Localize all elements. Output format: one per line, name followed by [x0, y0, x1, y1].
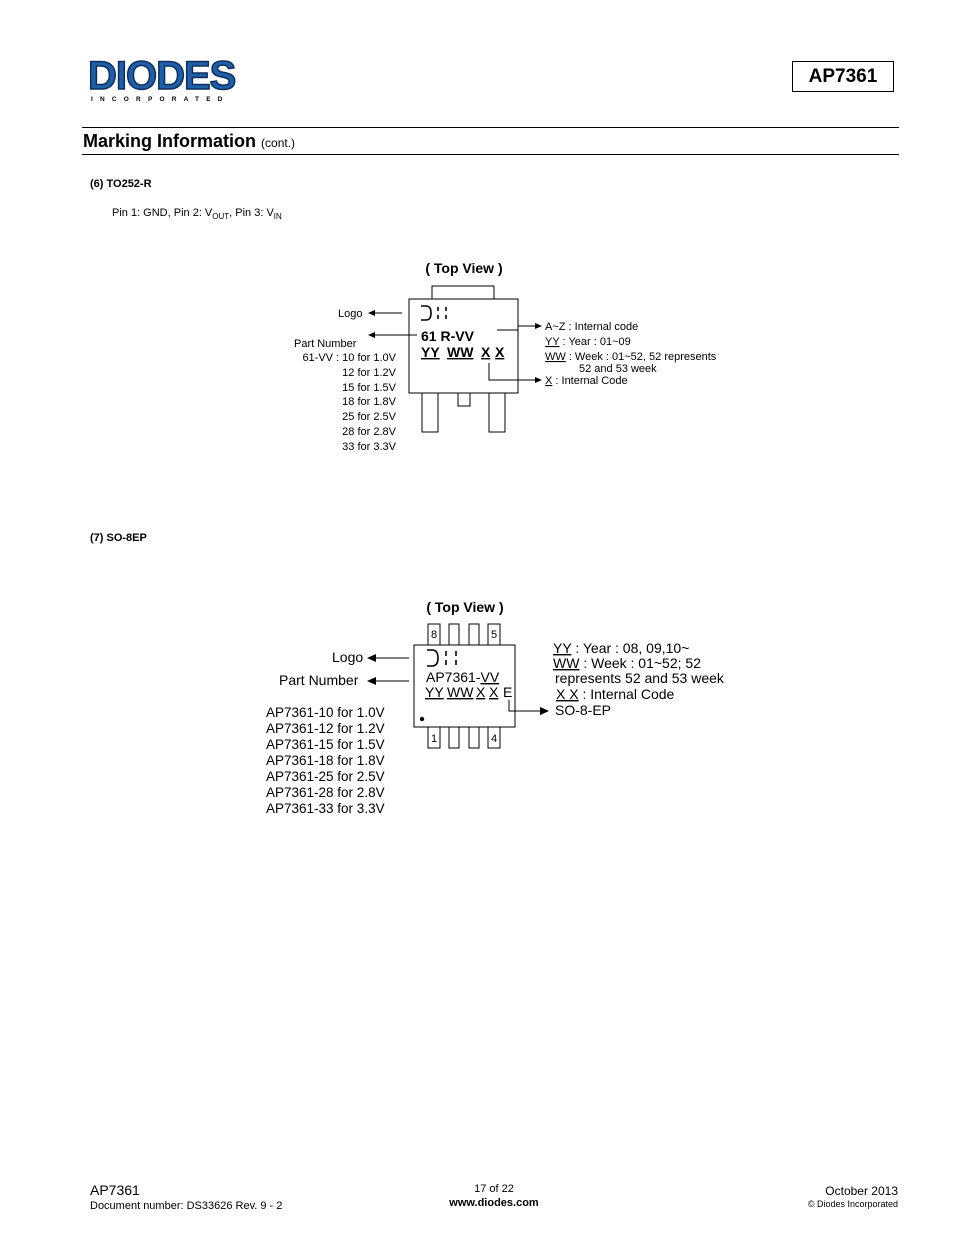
so8ep-legend	[553, 640, 725, 718]
to252-legend-ww-key: WW	[545, 351, 566, 363]
so8ep-marking-vv: VV	[480, 669, 500, 685]
pin-desc-part-2: , Pin 3: V	[229, 207, 274, 219]
section-title-text: Marking Information	[83, 131, 257, 151]
to252-variant: 28 for 2.8V	[342, 426, 396, 438]
to252-variants	[302, 352, 396, 453]
so8ep-legend-yy-key: YY	[553, 640, 572, 656]
so8ep-legend-yy	[553, 640, 689, 656]
so8ep-legend-yy-text: : Year : 08, 09,10~	[571, 640, 690, 656]
so8ep-variant: AP7361-10 for 1.0V	[266, 705, 385, 720]
footer-page-number: 17 of 22	[474, 1183, 514, 1195]
to252-marking-x1: X	[481, 344, 491, 360]
so8ep-legend-package: SO-8-EP	[555, 702, 612, 718]
to252-variant: 12 for 1.2V	[342, 367, 396, 379]
to252-legend-yy-key: YY	[545, 336, 560, 348]
so8ep-marking-e: E	[503, 684, 513, 700]
so8ep-legend-ww-text: : Week : 01~52; 52	[579, 655, 701, 671]
so8ep-heading: (7) SO-8EP	[90, 532, 147, 544]
to252-legend-ww	[545, 351, 717, 363]
so8ep-pin-7	[449, 624, 459, 645]
pin-desc-sub-in: IN	[273, 212, 282, 222]
so8ep-legend-xx-key: X X	[556, 686, 579, 702]
so8ep-pin1-dot	[420, 717, 424, 721]
so8ep-legend-ww-2: represents 52 and 53 week	[555, 670, 724, 686]
so8ep-pin-label-1: 1	[431, 733, 438, 745]
so8ep-variant: AP7361-25 for 2.5V	[266, 769, 385, 784]
so8ep-logo-label: Logo	[332, 649, 364, 665]
to252-variant: 25 for 2.5V	[342, 411, 396, 423]
so8ep-marking-ww: WW	[447, 684, 474, 700]
pin-desc-part-1: Pin 1: GND, Pin 2: V	[112, 207, 213, 219]
to252-legend-yy-text: : Year : 01~09	[559, 336, 631, 348]
so8ep-marking-x2: X	[489, 684, 499, 700]
footer-part-number: AP7361	[90, 1182, 140, 1198]
logo-text: DIODES	[88, 55, 236, 98]
so8ep-top-view: ( Top View )	[426, 599, 504, 615]
so8ep-legend-ww-key: WW	[553, 655, 580, 671]
header-part-number: AP7361	[792, 61, 894, 92]
to252-marking-line1: 61 R-VV	[421, 328, 474, 344]
to252-pin-1	[422, 393, 438, 432]
so8ep-marking-prefix: AP7361-	[426, 669, 481, 685]
to252-variant: 33 for 3.3V	[342, 441, 396, 453]
so8ep-diagram	[266, 599, 725, 816]
so8ep-variant: AP7361-18 for 1.8V	[266, 753, 385, 768]
to252-logo-label: Logo	[338, 308, 363, 320]
so8ep-variant: AP7361-28 for 2.8V	[266, 785, 385, 800]
so8ep-legend-ww	[553, 655, 701, 671]
so8ep-pin-label-4: 4	[491, 733, 498, 745]
footer-date: October 2013	[825, 1184, 898, 1198]
to252-legend-az: A~Z : Internal code	[545, 321, 639, 333]
so8ep-marking-x1: X	[476, 684, 486, 700]
so8ep-marking-yy: YY	[425, 684, 444, 700]
to252-variant: 18 for 1.8V	[342, 396, 396, 408]
to252-legend-yy	[545, 336, 631, 348]
to252-part-number-label: Part Number	[294, 338, 357, 350]
to252-heading: (6) TO252-R	[90, 178, 152, 190]
so8ep-pin-3	[469, 727, 479, 748]
to252-variant: 15 for 1.5V	[342, 382, 396, 394]
to252-legend-x-text: : Internal Code	[552, 375, 628, 387]
to252-diagram	[294, 260, 717, 453]
so8ep-variant: AP7361-12 for 1.2V	[266, 721, 385, 736]
so8ep-part-number-label: Part Number	[279, 672, 359, 688]
to252-marking-x2: X	[495, 344, 505, 360]
to252-pin-3	[489, 393, 505, 432]
footer-website-link[interactable]: www.diodes.com	[449, 1197, 539, 1209]
so8ep-pin-label-8: 8	[431, 629, 438, 641]
to252-legend-ww-text: : Week : 01~52, 52 represents	[565, 351, 717, 363]
to252-top-view: ( Top View )	[425, 260, 503, 276]
so8ep-pin-6	[469, 624, 479, 645]
to252-tab	[432, 286, 494, 299]
to252-legend-x	[545, 375, 628, 387]
so8ep-marking-line1	[426, 669, 500, 685]
footer-copyright: © Diodes Incorporated	[807, 1199, 898, 1209]
to252-pin-2	[458, 393, 470, 406]
section-title-cont: (cont.)	[261, 136, 296, 150]
so8ep-variant: AP7361-33 for 3.3V	[266, 801, 385, 816]
to252-marking-ww: WW	[447, 344, 474, 360]
so8ep-legend-xx	[556, 686, 675, 702]
so8ep-variants	[266, 705, 385, 816]
so8ep-legend-xx-text: : Internal Code	[578, 686, 675, 702]
to252-legend-ww-2: 52 and 53 week	[579, 363, 657, 375]
logo-subtext: INCORPORATED	[91, 96, 230, 103]
so8ep-variant: AP7361-15 for 1.5V	[266, 737, 385, 752]
so8ep-pin-2	[449, 727, 459, 748]
footer-doc-number: Document number: DS33626 Rev. 9 - 2	[90, 1200, 283, 1212]
to252-legend-x-key: X	[545, 375, 553, 387]
so8ep-pin-label-5: 5	[491, 629, 498, 641]
to252-variant: 61-VV : 10 for 1.0V	[302, 352, 396, 364]
to252-marking-yy: YY	[421, 344, 440, 360]
pin-desc-sub-out: OUT	[212, 212, 230, 222]
